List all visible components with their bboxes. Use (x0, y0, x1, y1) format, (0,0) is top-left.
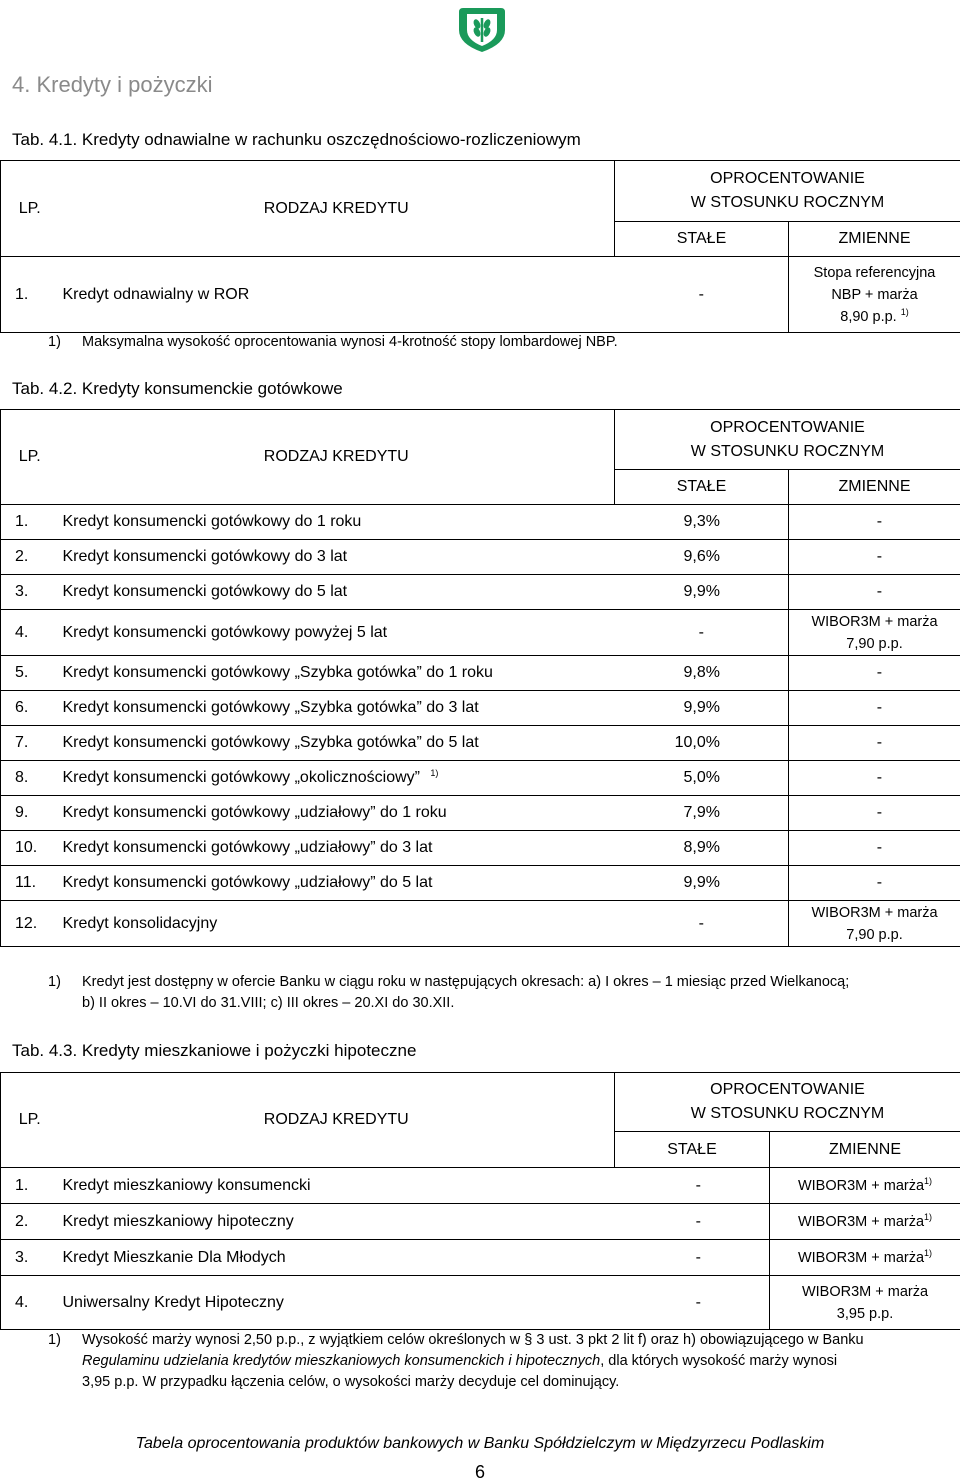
row-credit-name-text: Kredyt konsolidacyjny (62, 914, 218, 932)
header-fixed: STAŁE (615, 1132, 770, 1168)
row-number: 4. (1, 1276, 59, 1330)
row-credit-name-text: Kredyt konsumencki gotówkowy „udziałowy” do 5 lat (62, 874, 433, 891)
row-credit-name (59, 540, 615, 575)
row-variable-text: WIBOR3M + marża (797, 1177, 925, 1194)
header-rate-line-2: W STOSUNKU ROCZNYM (690, 442, 885, 460)
row-fixed-rate: - (615, 1168, 770, 1204)
footnote-marker: 1) (900, 306, 909, 317)
row-variable-line-1: Stopa referencyjna (813, 264, 936, 281)
header-variable: ZMIENNE (770, 1132, 960, 1168)
row-fixed-rate: 5,0% (615, 761, 789, 796)
table-row (1, 691, 960, 726)
row-credit-name (59, 726, 615, 761)
row-variable-rate: - (789, 726, 960, 761)
table-4-3 (0, 1072, 960, 1330)
row-variable-rate (770, 1204, 960, 1240)
row-fixed-rate: - (615, 257, 789, 333)
table-row (1, 901, 960, 947)
row-credit-name (59, 866, 615, 901)
footnote-marker: 1) (924, 1211, 933, 1222)
row-variable-rate: - (789, 505, 960, 540)
row-fixed-rate: - (615, 1240, 770, 1276)
row-number: 1. (1, 505, 59, 540)
row-credit-name (59, 831, 615, 866)
header-rate-line-2: W STOSUNKU ROCZNYM (690, 194, 885, 211)
row-credit-name (59, 505, 615, 540)
row-variable-rate (770, 1168, 960, 1204)
row-variable-rate: - (789, 761, 960, 796)
row-variable-rate (789, 610, 960, 656)
table-4-2-caption: Tab. 4.2. Kredyty konsumenckie gotówkowe (12, 379, 343, 398)
table-row (1, 866, 960, 901)
row-credit-name: Kredyt odnawialny w ROR (59, 257, 615, 333)
row-variable-rate: - (789, 831, 960, 866)
row-fixed-rate: 9,9% (615, 691, 789, 726)
row-variable-line-2: 3,95 p.p. (836, 1305, 894, 1322)
table-row (1, 1240, 960, 1276)
section-title: 4. Kredyty i pożyczki (12, 72, 213, 97)
row-credit-name-text: Kredyt konsumencki gotówkowy do 5 lat (62, 583, 348, 600)
row-variable-rate (789, 901, 960, 947)
row-number: 3. (1, 1240, 59, 1276)
table-row (1, 656, 960, 691)
table-row (1, 540, 960, 575)
header-rate (615, 161, 960, 222)
table-4-3-footnote: 1) Wysokość marży wynosi 2,50 p.p., z wyjątkiem celów określonych w § 3 ust. 3 pkt 2 lit f) oraz h) obowiązującego w Banku Regulaminu udzielania kredytów mieszkaniowych konsumenckich i hipotecznych, dla których wysokość marży wynosi 3,95 p.p. W przypadku łączenia celów, o wysokości marży decyduje cel dominujący. (48, 1332, 864, 1390)
table-4-1 (0, 160, 960, 333)
row-credit-name-text: Kredyt konsumencki gotówkowy powyżej 5 lat (62, 623, 388, 641)
header-fixed: STAŁE (615, 222, 789, 257)
row-fixed-rate: 7,9% (615, 796, 789, 831)
row-number: 8. (1, 761, 59, 796)
table-row (1, 761, 960, 796)
row-variable-line-3: 8,90 p.p. (840, 308, 897, 325)
row-credit-name (59, 656, 615, 691)
row-number: 1. (1, 257, 59, 333)
header-lp: LP. (1, 1073, 59, 1168)
row-credit-name: Uniwersalny Kredyt Hipoteczny (59, 1276, 615, 1330)
row-number: 10. (1, 831, 59, 866)
table-row (1, 831, 960, 866)
bank-wheat-logo-icon (455, 4, 509, 54)
row-number: 7. (1, 726, 59, 761)
row-credit-name (59, 575, 615, 610)
row-variable-rate: - (789, 866, 960, 901)
header-credit-type: RODZAJ KREDYTU (59, 410, 615, 505)
row-credit-name: Kredyt mieszkaniowy hipoteczny (59, 1204, 615, 1240)
page-footer: Tabela oprocentowania produktów bankowych w Banku Spółdzielczym w Międzyrzecu Podlaskim (135, 1435, 825, 1452)
row-fixed-rate: 9,9% (615, 575, 789, 610)
row-fixed-rate: - (615, 901, 789, 947)
row-fixed-rate: 9,8% (615, 656, 789, 691)
row-credit-name (59, 691, 615, 726)
row-number: 11. (1, 866, 59, 901)
row-variable-rate (789, 257, 960, 333)
row-variable-line-1: WIBOR3M + marża (801, 1283, 929, 1300)
page-number: 6 (474, 1462, 485, 1482)
header-rate-line-1: OPROCENTOWANIE (710, 170, 865, 187)
row-credit-name-text: Kredyt konsumencki gotówkowy „okolicznościowy” (62, 769, 420, 786)
row-variable-rate: - (789, 691, 960, 726)
table-row (1, 575, 960, 610)
row-variable-line-2: 7,90 p.p. (846, 635, 903, 652)
row-fixed-rate: - (615, 1204, 770, 1240)
row-number: 9. (1, 796, 59, 831)
row-credit-name-text: Kredyt konsumencki gotówkowy „udziałowy” do 3 lat (62, 839, 433, 856)
row-fixed-rate: - (615, 1276, 770, 1330)
footnote-marker: 1) (924, 1247, 933, 1258)
row-variable-rate: - (789, 796, 960, 831)
table-4-2-footnote: 1) Kredyt jest dostępny w ofercie Banku w ciągu roku w następujących okresach: a) I okres – 1 miesiąc przed Wielkanocą; b) II okres – 10.VI do 31.VIII; c) III okres – 20.XI do 30.XII. (48, 974, 850, 1011)
header-variable: ZMIENNE (789, 222, 960, 257)
row-variable-line-1: WIBOR3M + marża (811, 904, 938, 921)
row-number: 5. (1, 656, 59, 691)
header-credit-type: RODZAJ KREDYTU (59, 161, 615, 257)
header-lp: LP. (1, 410, 59, 505)
table-4-1-caption: Tab. 4.1. Kredyty odnawialne w rachunku oszczędnościowo-rozliczeniowym (12, 130, 581, 149)
table-row (1, 726, 960, 761)
header-rate (615, 410, 960, 470)
header-rate-line-1: OPROCENTOWANIE (710, 418, 865, 436)
row-credit-name: Kredyt Mieszkanie Dla Młodych (59, 1240, 615, 1276)
table-4-2 (0, 409, 960, 947)
table-row (1, 257, 960, 333)
row-variable-line-1: WIBOR3M + marża (811, 613, 938, 630)
row-credit-name: Kredyt mieszkaniowy konsumencki (59, 1168, 615, 1204)
table-row (1, 505, 960, 540)
footnote-marker: 1) (924, 1175, 933, 1186)
header-credit-type: RODZAJ KREDYTU (59, 1073, 615, 1168)
row-credit-name (59, 901, 615, 947)
row-variable-rate: - (789, 540, 960, 575)
table-row (1, 610, 960, 656)
row-variable-rate (770, 1276, 960, 1330)
row-variable-text: WIBOR3M + marża (797, 1249, 925, 1266)
row-fixed-rate: 10,0% (615, 726, 789, 761)
header-rate (615, 1073, 960, 1132)
row-credit-name (59, 610, 615, 656)
row-fixed-rate: 8,9% (615, 831, 789, 866)
table-row (1, 1168, 960, 1204)
row-credit-name-text: Kredyt konsumencki gotówkowy „Szybka gotówka” do 1 roku (62, 664, 493, 681)
row-number: 1. (1, 1168, 59, 1204)
row-credit-name (59, 796, 615, 831)
header-variable: ZMIENNE (789, 470, 960, 505)
row-credit-name (59, 761, 615, 796)
row-number: 2. (1, 540, 59, 575)
row-fixed-rate: - (615, 610, 789, 656)
header-lp: LP. (1, 161, 59, 257)
table-4-3-caption: Tab. 4.3. Kredyty mieszkaniowe i pożyczki hipoteczne (12, 1041, 417, 1060)
regulation-title: Regulaminu udzielania kredytów mieszkaniowych konsumenckich i hipotecznych (82, 1353, 601, 1369)
row-variable-rate (770, 1240, 960, 1276)
row-credit-name-text: Kredyt konsumencki gotówkowy „udziałowy” do 1 roku (62, 804, 447, 821)
row-credit-name-text: Kredyt konsumencki gotówkowy „Szybka gotówka” do 3 lat (62, 699, 479, 716)
table-row (1, 796, 960, 831)
table-4-1-footnote: 1) Maksymalna wysokość oprocentowania wynosi 4-krotność stopy lombardowej NBP. (48, 334, 618, 350)
row-number: 4. (1, 610, 59, 656)
row-credit-name-text: Kredyt konsumencki gotówkowy do 3 lat (62, 548, 348, 565)
row-variable-line-2: NBP + marża (831, 286, 918, 303)
table-row (1, 1204, 960, 1240)
row-variable-line-2: 7,90 p.p. (846, 926, 903, 943)
footnote-marker: 1) (430, 767, 439, 778)
header-rate-line-1: OPROCENTOWANIE (710, 1081, 865, 1098)
row-number: 12. (1, 901, 59, 947)
table-row (1, 1276, 960, 1330)
row-number: 6. (1, 691, 59, 726)
row-fixed-rate: 9,9% (615, 866, 789, 901)
row-credit-name-text: Kredyt konsumencki gotówkowy do 1 roku (62, 513, 362, 530)
row-variable-rate: - (789, 656, 960, 691)
row-fixed-rate: 9,3% (615, 505, 789, 540)
row-variable-rate: - (789, 575, 960, 610)
row-variable-text: WIBOR3M + marża (797, 1213, 925, 1230)
row-number: 2. (1, 1204, 59, 1240)
header-rate-line-2: W STOSUNKU ROCZNYM (690, 1105, 885, 1122)
header-fixed: STAŁE (615, 470, 789, 505)
row-credit-name-text: Kredyt konsumencki gotówkowy „Szybka gotówka” do 5 lat (62, 734, 479, 751)
row-fixed-rate: 9,6% (615, 540, 789, 575)
row-number: 3. (1, 575, 59, 610)
